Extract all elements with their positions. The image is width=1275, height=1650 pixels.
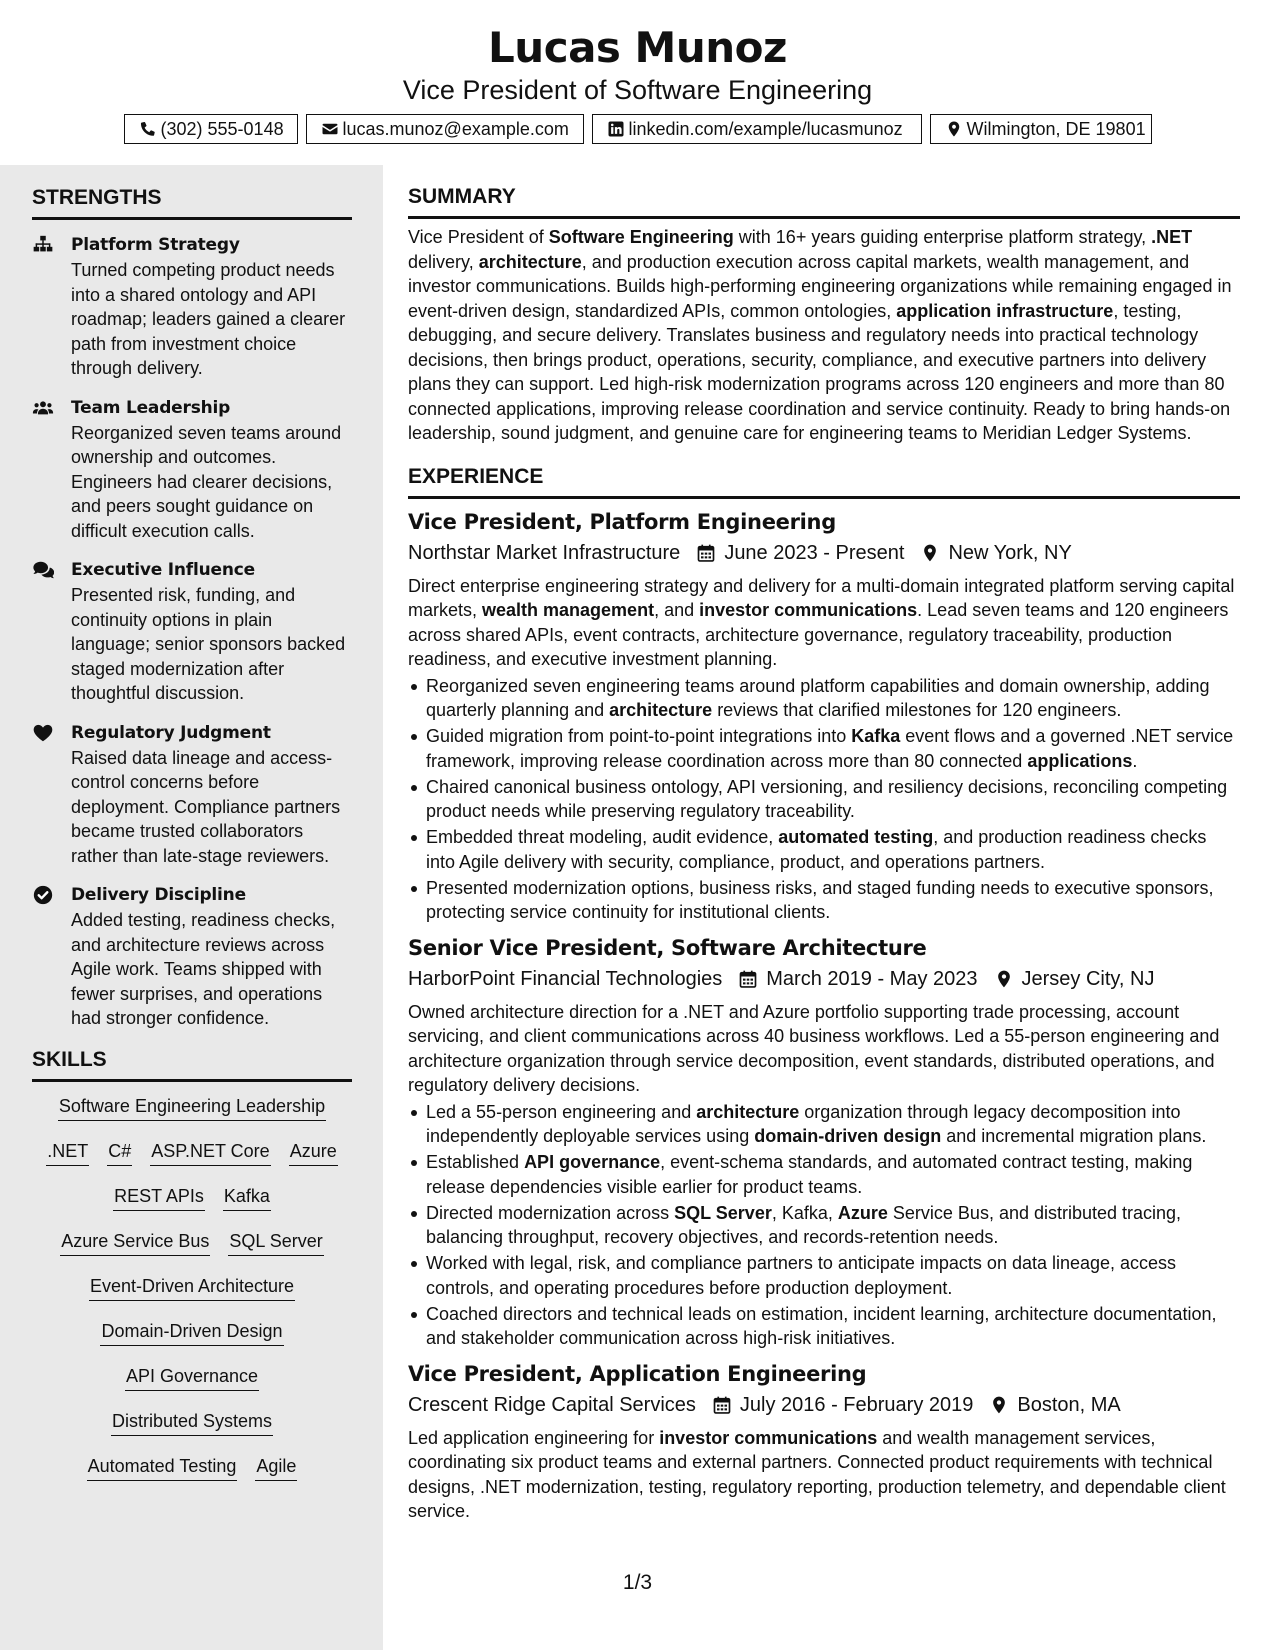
skill-tag: REST APIs [113,1184,205,1211]
strength-title: Regulatory Judgment [71,722,271,743]
sidebar [0,165,383,1650]
job-bullets [408,1100,1240,1351]
strength-desc: Added testing, readiness checks, and architecture reviews across Agile work. Teams shipped with fewer surprises, and operations had stronger confidence. [71,910,336,1028]
phone-text: (302) 555-0148 [160,118,284,139]
contact-linkedin[interactable] [592,114,922,144]
bullet-item: Coached directors and technical leads on estimation, incident learning, architecture documentation, and stakeholder communication across high-risk initiatives. [408,1302,1240,1351]
skill-tag: ASP.NET Core [150,1139,270,1166]
skill-tag: Azure [289,1139,338,1166]
users-icon [32,397,54,419]
job-location: Boston, MA [1017,1393,1121,1416]
phone-icon [139,120,157,138]
strengths-heading: STRENGTHS [32,183,352,220]
job-location: New York, NY [948,541,1072,564]
strength-desc: Reorganized seven teams around ownership and outcomes. Engineers had clearer decisions, and peers sought guidance on difficult execution calls. [71,422,342,541]
candidate-name: Lucas Munoz [488,23,787,72]
job-description: Direct enterprise engineering strategy and delivery for a multi-domain integrated platform serving capital markets, wealth management, and investor communications. Lead seven teams and 120 engineers across shared APIs, event contracts, architecture governance, regulatory traceability, production readiness, and executive investment planning. [408,575,1235,669]
strength-item [32,557,352,706]
page-number: 1/3 [622,1571,653,1594]
strength-item [32,720,352,869]
skill-row [58,1094,326,1139]
bullet-item: Established API governance, event-schema standards, and automated contract testing, making release dependencies visible earlier for product teams. [408,1150,1240,1199]
bullet-item: Presented modernization options, business risks, and staged funding needs to executive sponsors, protecting service continuity for institutional clients. [408,876,1240,925]
job-meta [408,1390,1240,1420]
skill-row [111,1409,273,1454]
skill-row [60,1229,323,1274]
strength-title: Team Leadership [71,397,231,418]
email-text: lucas.munoz@example.com [342,118,569,139]
job-title: Vice President, Application Engineering [408,1361,867,1386]
strength-title: Platform Strategy [71,235,240,255]
skill-tag: Distributed Systems [111,1409,273,1436]
skill-row [89,1274,295,1319]
strengths-list [32,232,352,1031]
skill-row [100,1319,283,1364]
map-pin-icon [994,969,1014,989]
linkedin-icon [607,120,625,138]
job-entry [408,1359,1240,1524]
bullet-item: Worked with legal, risk, and compliance partners to anticipate impacts on data lineage, access controls, and operating procedures before production deployment. [408,1251,1240,1300]
skills-heading: SKILLS [32,1045,352,1082]
calendar-icon [696,543,716,563]
experience-heading: EXPERIENCE [408,462,1240,499]
location-text: Wilmington, DE 19801 [966,118,1146,139]
comments-icon [32,559,54,581]
strength-title: Delivery Discipline [71,885,246,905]
job-entry [408,507,1240,925]
job-meta [408,538,1240,568]
skill-tag: Kafka [223,1184,271,1211]
strength-title: Executive Influence [71,560,255,580]
skill-tag: C# [107,1139,132,1166]
contact-bar [0,114,1275,144]
job-company: Northstar Market Infrastructure [408,541,681,564]
skills-list [32,1094,352,1499]
skill-tag: Agile [255,1454,297,1481]
strength-item [32,395,352,544]
bullet-item: Reorganized seven engineering teams around platform capabilities and domain ownership, adding quarterly planning and architecture reviews that clarified milestones for 120 engineers. [408,674,1240,723]
bullet-item: Led a 55-person engineering and architecture organization through legacy decomposition into independently deployable services using domain-driven design and incremental migration plans. [408,1100,1240,1149]
candidate-title: Vice President of Software Engineering [402,75,873,105]
skill-row [46,1139,337,1184]
bullet-item: Directed modernization across SQL Server, Kafka, Azure Service Bus, and distributed tracing, balancing throughput, recovery objectives, and records-retention needs. [408,1201,1240,1250]
skill-tag: Domain-Driven Design [100,1319,283,1346]
calendar-icon [712,1395,732,1415]
skill-tag: SQL Server [228,1229,323,1256]
sitemap-icon [32,234,54,256]
skill-tag: Automated Testing [87,1454,238,1481]
job-dates: March 2019 - May 2023 [766,967,978,990]
bullet-item: Guided migration from point-to-point integrations into Kafka event flows and a governed .NET service framework, improving release coordination across more than 80 connected applications. [408,724,1240,773]
contact-phone[interactable] [124,114,298,144]
job-bullets [408,674,1240,925]
heart-icon [32,722,54,744]
job-description: Owned architecture direction for a .NET and Azure portfolio supporting trade processing, account servicing, and client communications across 40 business workflows. Led a 55-person engineering and architecture organization through service decomposition, event standards, distributed operations, and regulatory delivery decisions. [408,1001,1220,1095]
summary-heading: SUMMARY [408,182,1240,219]
skill-tag: Azure Service Bus [60,1229,210,1256]
strength-desc: Raised data lineage and access-control concerns before deployment. Compliance partners became trusted collaborators rather than late-stage reviewers. [71,747,341,866]
job-meta [408,964,1240,994]
skill-tag: .NET [46,1139,89,1166]
main-column [408,182,1240,1524]
job-title: Vice President, Platform Engineering [408,509,836,534]
bullet-item: Embedded threat modeling, audit evidence, automated testing, and production readiness checks into Agile delivery with security, compliance, product, and operations partners. [408,825,1240,874]
job-dates: July 2016 - February 2019 [739,1393,974,1416]
contact-location [930,114,1152,144]
resume-header [0,0,1275,165]
calendar-icon [738,969,758,989]
job-description: Led application engineering for investor communications and wealth management services, coordinating six product teams and external partners. Connected product requirements with technical designs, .NET modernization, testing, regulatory reporting, production telemetry, and dependable client service. [408,1427,1226,1521]
contact-email[interactable] [306,114,584,144]
job-title: Senior Vice President, Software Architecture [408,935,927,960]
summary-text: Vice President of Software Engineering with 16+ years guiding enterprise platform strategy, .NET delivery, architecture, and production execution across capital markets, wealth management, and investor communications. Builds high-performing engineering organizations while remaining engaged in event-driven design, standardized APIs, common ontologies, application infrastructure, testing, debugging, and secure delivery. Translates business and regulatory needs into practical technology decisions, then brings product, operations, security, compliance, and executive partners into delivery plans they can support. Led high-risk modernization programs across 120 engineers and more than 80 connected applications, improving release coordination and service continuity. Ready to bring hands-on leadership, sound judgment, and genuine care for engineering teams to Meridian Ledger Systems. [408,227,1232,443]
map-pin-icon [989,1395,1009,1415]
strength-item [32,882,352,1031]
job-company: HarborPoint Financial Technologies [408,967,723,990]
job-location: Jersey City, NJ [1021,967,1155,990]
strength-desc: Turned competing product needs into a shared ontology and API roadmap; leaders gained a clearer path from investment choice through delivery. [71,260,346,378]
strength-item [32,232,352,381]
linkedin-text: linkedin.com/example/lucasmunoz [628,118,903,139]
bullet-item: Chaired canonical business ontology, API versioning, and resiliency decisions, reconciling competing product needs while preserving regulatory traceability. [408,775,1240,824]
skill-row [87,1454,298,1499]
skill-row [125,1364,259,1409]
map-pin-icon [945,120,963,138]
skill-tag: API Governance [125,1364,259,1391]
skill-row [113,1184,271,1229]
skill-tag: Event-Driven Architecture [89,1274,295,1301]
strength-desc: Presented risk, funding, and continuity options in plain language; senior sponsors backed staged modernization after thoughtful discussion. [71,585,346,703]
skill-tag: Software Engineering Leadership [58,1094,326,1121]
job-dates: June 2023 - Present [724,541,905,564]
envelope-icon [321,120,339,138]
job-entry [408,933,1240,1351]
check-circle-icon [32,884,54,906]
map-pin-icon [920,543,940,563]
job-company: Crescent Ridge Capital Services [408,1393,696,1416]
